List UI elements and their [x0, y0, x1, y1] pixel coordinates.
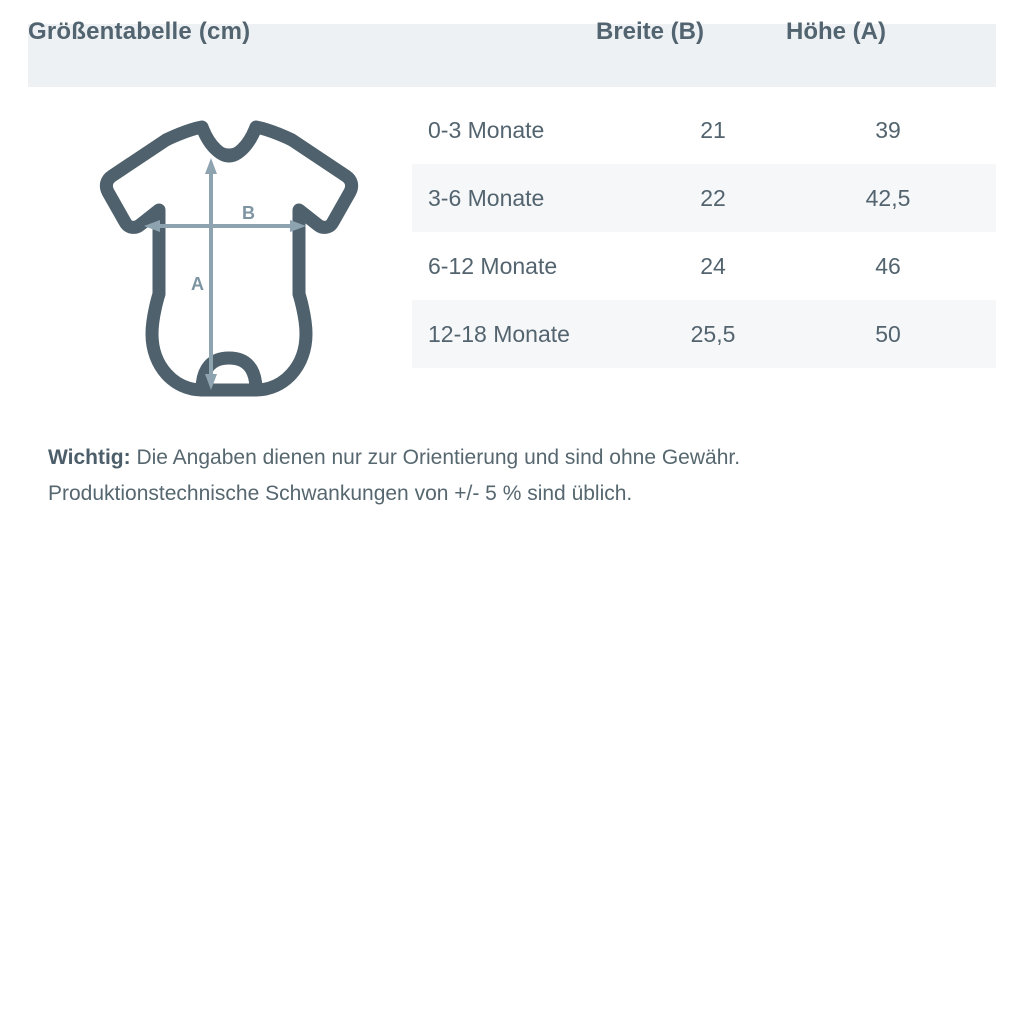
column-header-height: Höhe (A): [786, 18, 886, 45]
cell-size: 0-3 Monate: [428, 117, 545, 143]
table-row: [412, 300, 996, 368]
cell-height: 50: [875, 321, 901, 347]
cell-width: 22: [700, 185, 726, 211]
label-width-b: B: [242, 203, 255, 223]
table-row: [412, 232, 996, 300]
bodysuit-illustration: [74, 118, 384, 418]
cell-size: 12-18 Monate: [428, 321, 570, 347]
cell-height: 42,5: [865, 185, 911, 211]
cell-width: 25,5: [690, 321, 736, 347]
cell-width: 21: [700, 117, 726, 143]
table-row: [412, 96, 996, 164]
column-header-width: Breite (B): [595, 18, 704, 45]
footnote: [48, 440, 978, 512]
footnote-lead: Wichtig:: [48, 446, 131, 469]
cell-size: 6-12 Monate: [428, 253, 558, 279]
cell-width: 24: [700, 253, 726, 279]
cell-size: 3-6 Monate: [428, 185, 545, 211]
table-row: [412, 164, 996, 232]
footnote-line-1: Die Angaben dienen nur zur Orientierung und sind ohne Gewähr.: [130, 446, 741, 469]
size-table: [412, 96, 996, 368]
cell-height: 39: [875, 117, 901, 143]
label-height-a: A: [191, 274, 204, 294]
cell-height: 46: [875, 253, 901, 279]
footnote-line-2: Produktionstechnische Schwankungen von +/- 5 % sind üblich.: [48, 482, 633, 505]
page-title: Größentabelle (cm): [28, 18, 251, 45]
